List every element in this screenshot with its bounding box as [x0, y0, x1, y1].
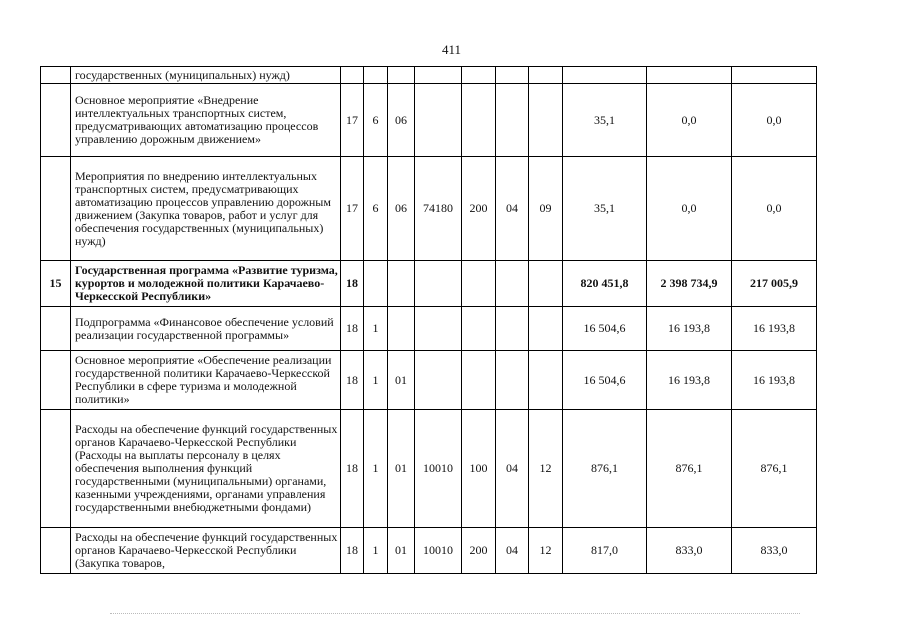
amount-year-2: 2 398 734,9 [647, 261, 732, 307]
code-expense-type: 200 [462, 157, 496, 261]
code-section: 04 [496, 410, 529, 528]
code-expense-type [462, 307, 496, 351]
item-name: Мероприятия по внедрению интеллектуальных транспортных систем, предусматривающих автоматизацию процессов управлению дорожным движением (Закупка товаров, работ и услуг для обеспечения государственных (муниципальных) нужд) [71, 157, 341, 261]
code-event [388, 67, 415, 84]
item-name: Государственная программа «Развитие туризма, курортов и молодежной политики Карачаево-Черкесской Республики» [71, 261, 341, 307]
amount-year-1: 820 451,8 [563, 261, 647, 307]
code-subsection: 12 [529, 528, 563, 574]
code-program: 17 [341, 157, 364, 261]
code-program: 18 [341, 261, 364, 307]
item-name: государственных (муниципальных) нужд) [71, 67, 341, 84]
row-index: 15 [41, 261, 71, 307]
row-index [41, 528, 71, 574]
page-number: 411 [441, 42, 462, 57]
table-row [41, 307, 817, 351]
code-subsection: 09 [529, 157, 563, 261]
amount-year-1: 876,1 [563, 410, 647, 528]
code-program: 18 [341, 410, 364, 528]
amount-year-3 [732, 67, 817, 84]
table-row [41, 157, 817, 261]
amount-year-1: 35,1 [563, 157, 647, 261]
code-event: 06 [388, 84, 415, 157]
table-row [41, 351, 817, 410]
row-index [41, 157, 71, 261]
item-name: Расходы на обеспечение функций государственных органов Карачаево-Черкесской Республики (Расходы на выплаты персоналу в целях обеспечения выполнения функций государственными (муниципальными) органами, казенными учреждениями, органами управления государственными внебюджетными фондами) [71, 410, 341, 528]
item-name: Основное мероприятие «Обеспечение реализации государственной политики Карачаево-Черкесской Республики в сфере туризма и молодежной политики» [71, 351, 341, 410]
code-direction [415, 307, 462, 351]
code-subprogram: 1 [364, 307, 388, 351]
code-program: 18 [341, 351, 364, 410]
code-subsection [529, 351, 563, 410]
code-subprogram [364, 67, 388, 84]
amount-year-2: 16 193,8 [647, 307, 732, 351]
table-row [41, 410, 817, 528]
code-direction: 74180 [415, 157, 462, 261]
code-subprogram: 6 [364, 84, 388, 157]
item-name: Расходы на обеспечение функций государственных органов Карачаево-Черкесской Республики (Закупка товаров, [71, 528, 341, 574]
budget-table [40, 66, 817, 574]
code-event [388, 307, 415, 351]
table-row [41, 67, 817, 84]
table-body [41, 67, 817, 574]
code-subsection [529, 67, 563, 84]
amount-year-2: 833,0 [647, 528, 732, 574]
code-program: 18 [341, 307, 364, 351]
code-program [341, 67, 364, 84]
amount-year-1: 16 504,6 [563, 307, 647, 351]
scan-artifact-line [110, 613, 800, 614]
code-event: 01 [388, 410, 415, 528]
code-section [496, 84, 529, 157]
amount-year-1 [563, 67, 647, 84]
row-index [41, 67, 71, 84]
code-subprogram: 1 [364, 528, 388, 574]
code-event [388, 261, 415, 307]
code-expense-type [462, 84, 496, 157]
code-section: 04 [496, 157, 529, 261]
code-event: 06 [388, 157, 415, 261]
amount-year-3: 16 193,8 [732, 351, 817, 410]
code-subsection [529, 84, 563, 157]
code-subsection [529, 261, 563, 307]
code-section [496, 307, 529, 351]
amount-year-3: 217 005,9 [732, 261, 817, 307]
amount-year-3: 16 193,8 [732, 307, 817, 351]
code-direction: 10010 [415, 410, 462, 528]
code-section [496, 67, 529, 84]
amount-year-2: 0,0 [647, 157, 732, 261]
code-direction: 10010 [415, 528, 462, 574]
amount-year-3: 0,0 [732, 84, 817, 157]
row-index [41, 307, 71, 351]
amount-year-1: 817,0 [563, 528, 647, 574]
code-event: 01 [388, 351, 415, 410]
code-section [496, 261, 529, 307]
code-direction [415, 351, 462, 410]
code-expense-type [462, 67, 496, 84]
row-index [41, 410, 71, 528]
amount-year-3: 876,1 [732, 410, 817, 528]
item-name: Подпрограмма «Финансовое обеспечение условий реализации государственной программы» [71, 307, 341, 351]
item-name: Основное мероприятие «Внедрение интеллектуальных транспортных систем, предусматривающих автоматизацию процессов управлению дорожным движением» [71, 84, 341, 157]
table-row [41, 261, 817, 307]
code-direction [415, 67, 462, 84]
amount-year-1: 16 504,6 [563, 351, 647, 410]
code-subprogram: 1 [364, 410, 388, 528]
code-event: 01 [388, 528, 415, 574]
amount-year-2: 16 193,8 [647, 351, 732, 410]
row-index [41, 84, 71, 157]
code-section: 04 [496, 528, 529, 574]
amount-year-3: 0,0 [732, 157, 817, 261]
code-section [496, 351, 529, 410]
code-direction [415, 261, 462, 307]
code-subsection: 12 [529, 410, 563, 528]
amount-year-1: 35,1 [563, 84, 647, 157]
amount-year-2 [647, 67, 732, 84]
code-expense-type [462, 261, 496, 307]
table-row [41, 84, 817, 157]
code-program: 17 [341, 84, 364, 157]
code-subprogram: 1 [364, 351, 388, 410]
amount-year-2: 876,1 [647, 410, 732, 528]
code-expense-type: 100 [462, 410, 496, 528]
amount-year-2: 0,0 [647, 84, 732, 157]
table-row [41, 528, 817, 574]
code-expense-type [462, 351, 496, 410]
code-program: 18 [341, 528, 364, 574]
amount-year-3: 833,0 [732, 528, 817, 574]
code-direction [415, 84, 462, 157]
code-subsection [529, 307, 563, 351]
row-index [41, 351, 71, 410]
code-subprogram [364, 261, 388, 307]
code-expense-type: 200 [462, 528, 496, 574]
code-subprogram: 6 [364, 157, 388, 261]
